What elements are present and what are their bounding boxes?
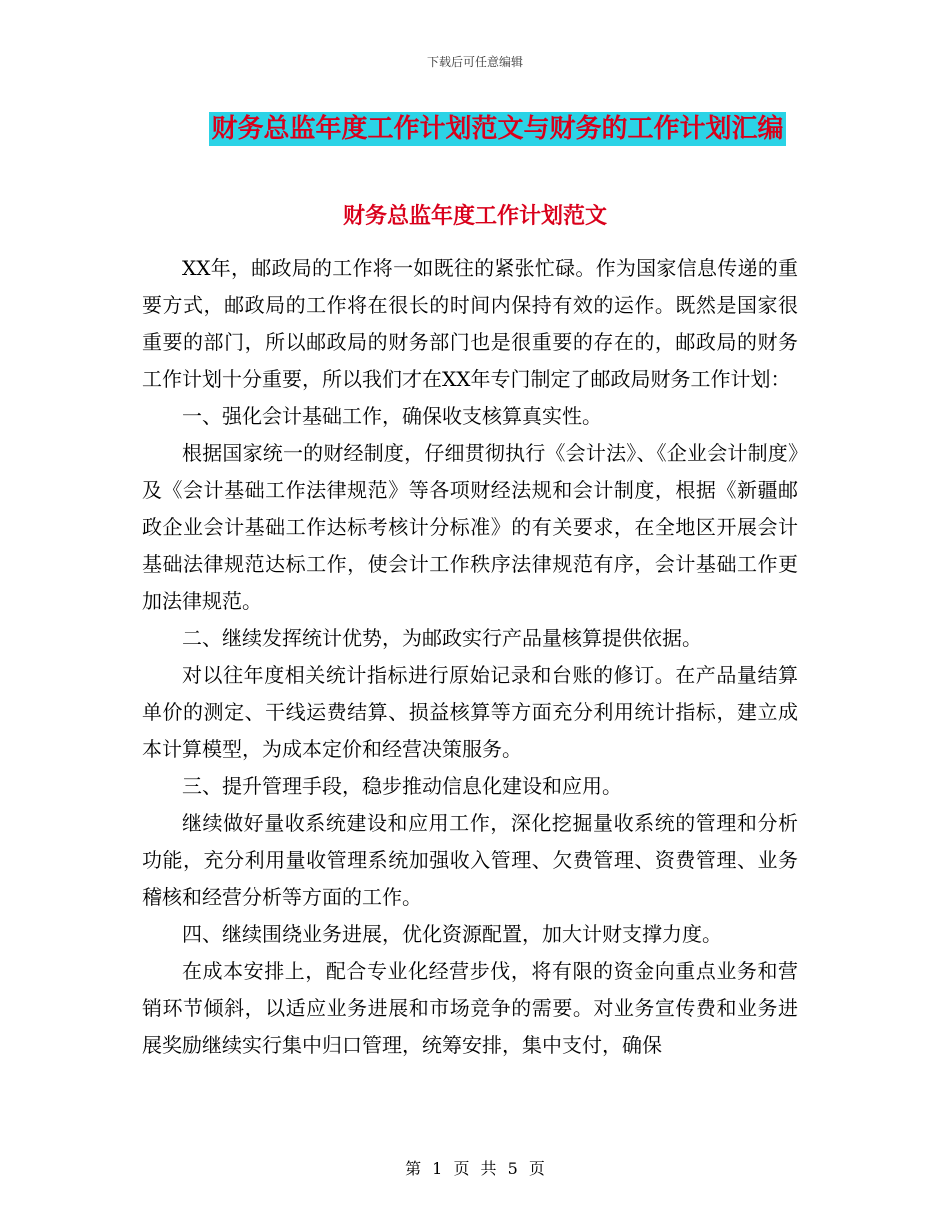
body-text [142, 250, 798, 1064]
main-title: 财务总监年度工作计划范文与财务的工作计划汇编 [211, 114, 784, 144]
paragraph-body-2: 对以往年度相关统计指标进行原始记录和台账的修订。在产品量结算单价的测定、干线运费结算、损益核算等方面充分利用统计指标，建立成本计算模型，为成本定价和经营决策服务。 [142, 663, 798, 761]
section-title: 财务总监年度工作计划范文 [342, 204, 607, 229]
paragraph-heading-1: 一、强化会计基础工作，确保收支核算真实性。 [182, 404, 602, 428]
paragraph-body-3: 继续做好量收系统建设和应用工作，深化挖掘量收系统的管理和分析功能，充分利用量收管理系统加强收入管理、欠费管理、资费管理、业务稽核和经营分析等方面的工作。 [142, 811, 798, 909]
paragraph-intro: XX年，邮政局的工作将一如既往的紧张忙碌。作为国家信息传递的重要方式，邮政局的工作将在很长的时间内保持有效的运作。既然是国家很重要的部门，所以邮政局的财务部门也是很重要的存在的，邮政局的财务工作计划十分重要，所以我们才在XX年专门制定了邮政局财务工作计划： [142, 256, 798, 391]
paragraph-heading-2: 二、继续发挥统计优势，为邮政实行产品量核算提供依据。 [182, 626, 702, 650]
page-footer: 第 1 页 共 5 页 [405, 1159, 545, 1178]
paragraph-body-4: 在成本安排上，配合专业化经营步伐，将有限的资金向重点业务和营销环节倾斜，以适应业务进展和市场竞争的需要。对业务宣传费和业务进展奖励继续实行集中归口管理，统筹安排，集中支付，确保 [142, 959, 798, 1057]
main-title-wrap [0, 112, 950, 146]
paragraph-heading-4: 四、继续围绕业务进展，优化资源配置，加大计财支撑力度。 [182, 922, 722, 946]
paragraph-heading-3: 三、提升管理手段，稳步推动信息化建设和应用。 [182, 774, 622, 798]
paragraph-body-1: 根据国家统一的财经制度，仔细贯彻执行《会计法》、《企业会计制度》及《会计基础工作法律规范》等各项财经法规和会计制度，根据《新疆邮政企业会计基础工作达标考核计分标准》的有关要求，在全地区开展会计基础法律规范达标工作，使会计工作秩序法律规范有序，会计基础工作更加法律规范。 [142, 441, 798, 613]
header-note: 下载后可任意编辑 [426, 55, 523, 69]
